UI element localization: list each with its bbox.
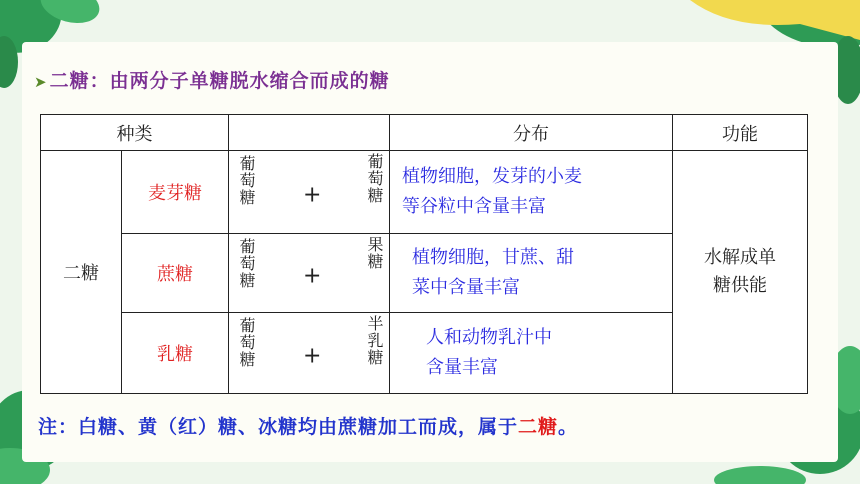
table-row bbox=[41, 151, 808, 234]
distribution-cell: 植物细胞，发芽的小麦 等谷粒中含量丰富 bbox=[390, 151, 673, 234]
composition-cell: 葡萄糖 + 葡萄糖 bbox=[229, 151, 390, 234]
header-composition bbox=[229, 115, 390, 151]
composition-cell: 葡萄糖 + 半乳糖 bbox=[229, 313, 390, 394]
disaccharide-table bbox=[40, 114, 808, 394]
sugar-name: 乳糖 bbox=[122, 313, 229, 394]
header-kind: 种类 bbox=[41, 115, 229, 151]
arrow-icon: ➤ bbox=[34, 73, 48, 91]
category-cell: 二糖 bbox=[41, 151, 122, 394]
function-cell: 水解成单 糖供能 bbox=[673, 151, 808, 394]
sugar-name: 麦芽糖 bbox=[122, 151, 229, 234]
note: 注：白糖、黄（红）糖、冰糖均由蔗糖加工而成，属于二糖。 bbox=[38, 416, 579, 438]
header-function: 功能 bbox=[673, 115, 808, 151]
distribution-cell: 人和动物乳汁中 含量丰富 bbox=[390, 313, 673, 394]
composition-cell: 葡萄糖 + 果糖 bbox=[229, 234, 390, 313]
distribution-cell: 植物细胞，甘蔗、甜 菜中含量丰富 bbox=[390, 234, 673, 313]
heading: ➤ 二糖：由两分子单糖脱水缩合而成的糖 bbox=[34, 70, 390, 92]
note-highlight: 二糖 bbox=[518, 416, 559, 438]
header-distribution: 分布 bbox=[390, 115, 673, 151]
sugar-name: 蔗糖 bbox=[122, 234, 229, 313]
table-header-row bbox=[41, 115, 808, 151]
